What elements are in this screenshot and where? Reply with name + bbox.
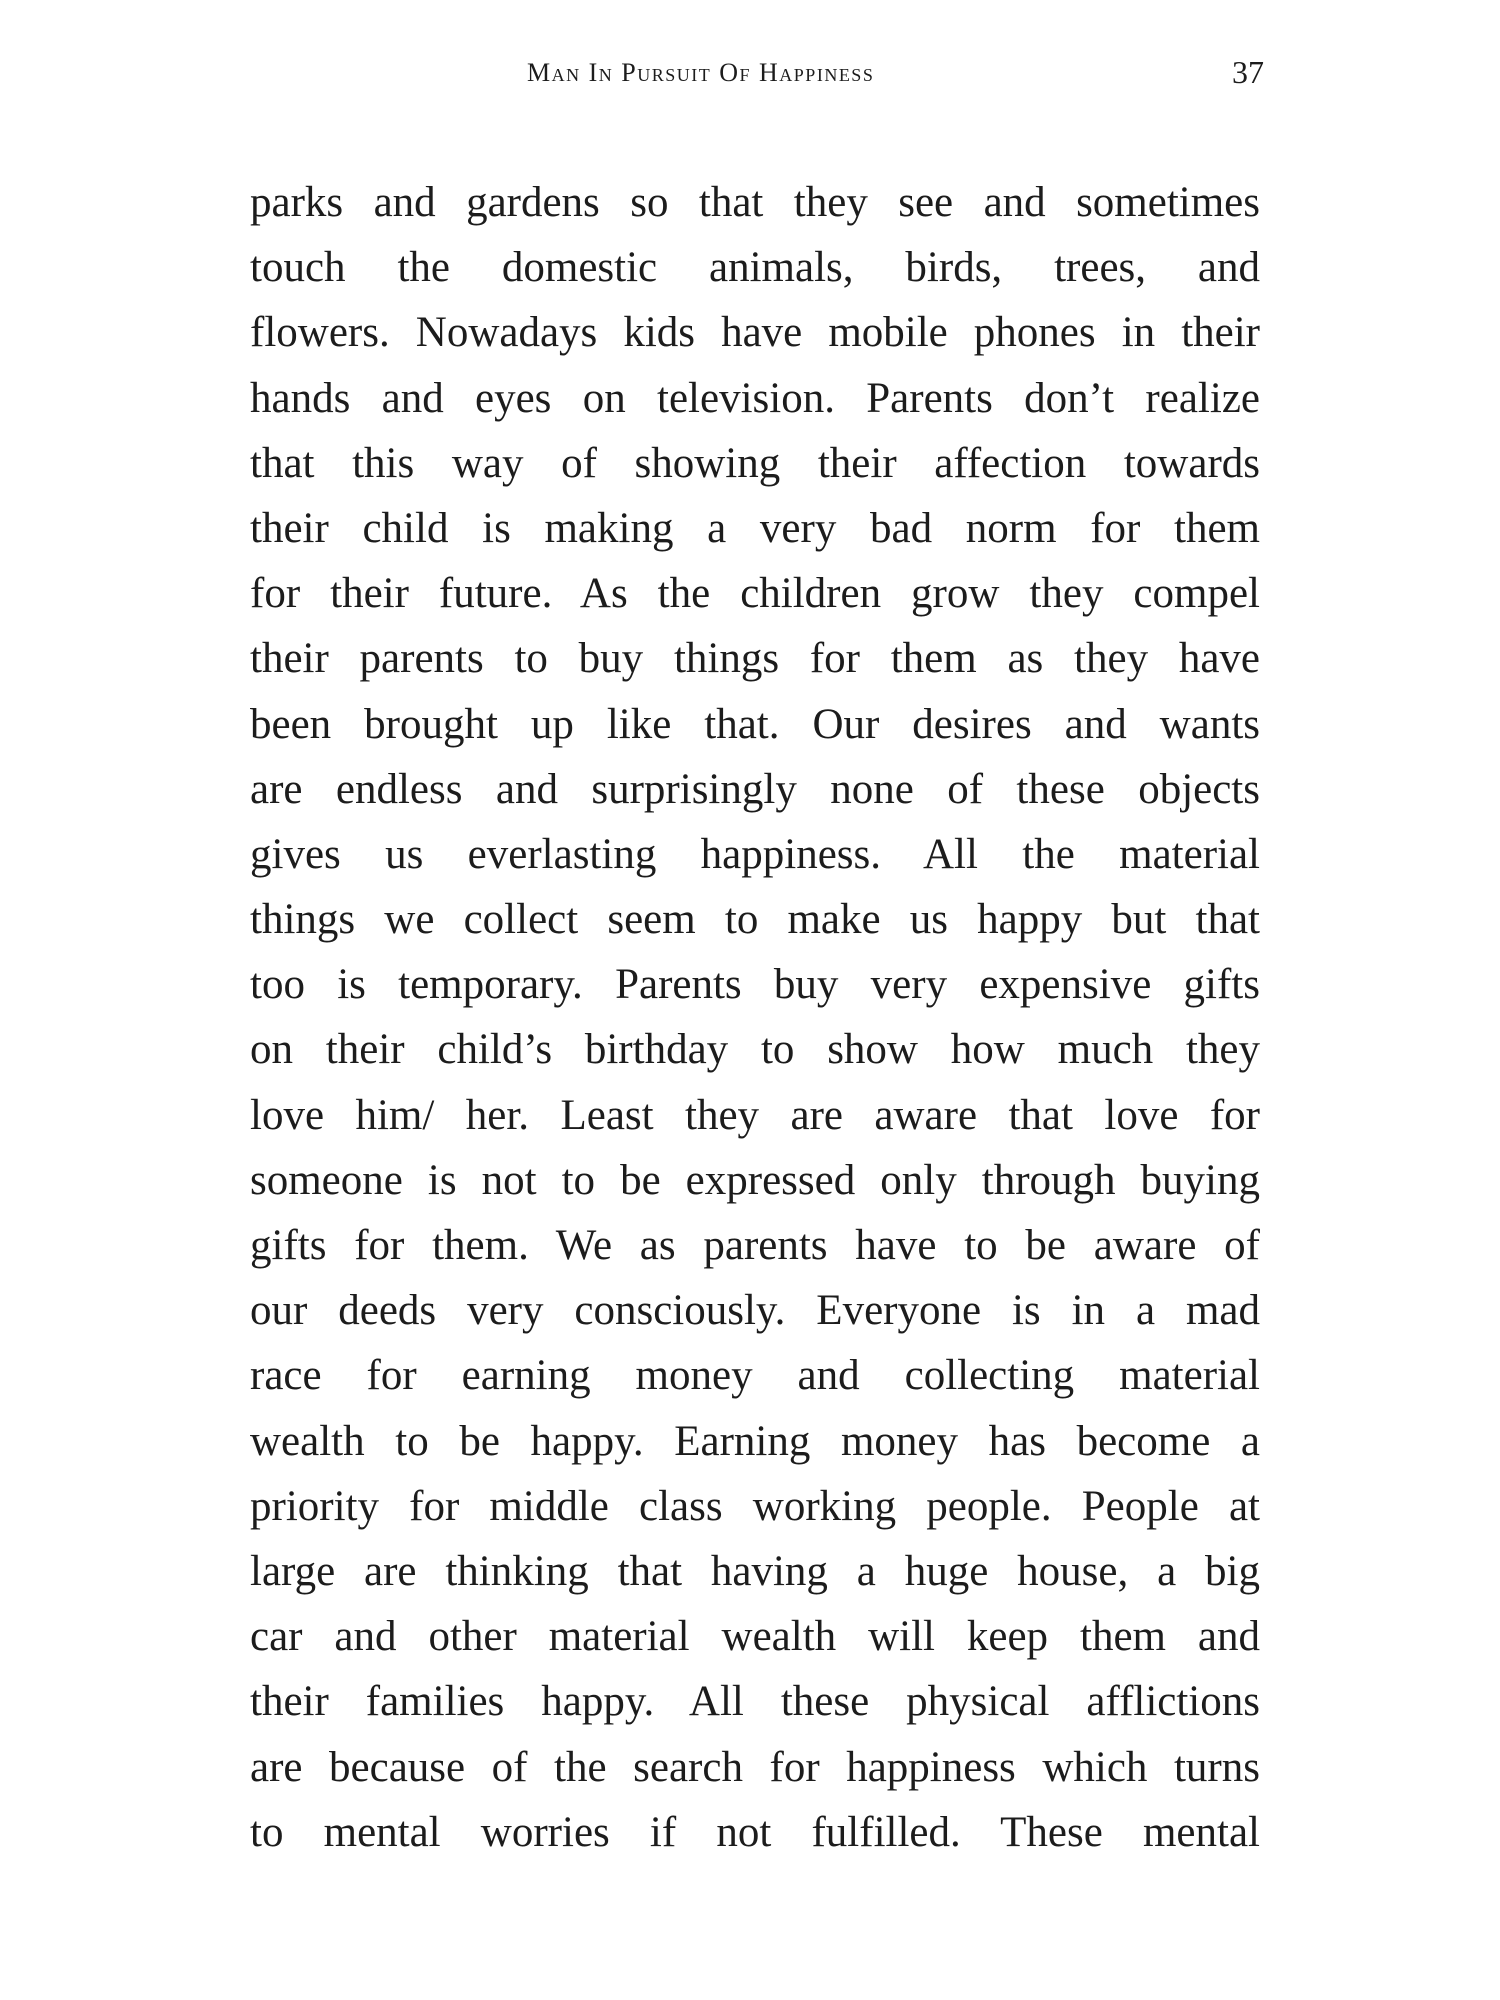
text-line: love him/ her. Least they are aware that love for <box>250 1091 1260 1139</box>
text-line: car and other material wealth will keep them and <box>250 1613 1260 1661</box>
text-line: large are thinking that having a huge house, a big <box>250 1547 1260 1595</box>
text-line: that this way of showing their affection towards <box>250 439 1260 487</box>
running-title: Man In Pursuit Of Happiness <box>527 58 875 87</box>
text-line: are endless and surprisingly none of these objects <box>250 765 1260 813</box>
text-line: hands and eyes on television. Parents don’t realize <box>250 374 1260 422</box>
text-line: flowers. Nowadays kids have mobile phones in their <box>250 309 1260 357</box>
text-line: touch the domestic animals, birds, trees, and <box>250 244 1260 292</box>
text-line: their families happy. All these physical afflictions <box>250 1678 1260 1726</box>
text-line: someone is not to be expressed only through buying <box>250 1156 1260 1204</box>
text-line: race for earning money and collecting material <box>250 1352 1260 1400</box>
text-line: gifts for them. We as parents have to be aware of <box>250 1222 1260 1269</box>
text-line: on their child’s birthday to show how much they <box>250 1026 1260 1074</box>
text-line: wealth to be happy. Earning money has become a <box>250 1417 1260 1465</box>
text-line: our deeds very consciously. Everyone is in a mad <box>250 1287 1260 1335</box>
text-line: gives us everlasting happiness. All the material <box>250 830 1260 878</box>
text-line: priority for middle class working people. People at <box>250 1482 1260 1530</box>
text-line: their parents to buy things for them as they have <box>250 635 1260 683</box>
text-line: things we collect seem to make us happy but that <box>250 896 1260 944</box>
page-number: 37 <box>1232 54 1264 90</box>
text-line: for their future. As the children grow they compel <box>250 570 1260 618</box>
text-line: parks and gardens so that they see and sometimes <box>250 179 1260 226</box>
body-text <box>250 170 1260 1865</box>
text-line: to mental worries if not fulfilled. These mental <box>250 1808 1260 1856</box>
text-line: are because of the search for happiness which turns <box>250 1743 1260 1791</box>
text-line: too is temporary. Parents buy very expensive gifts <box>250 961 1260 1009</box>
text-line: been brought up like that. Our desires and wants <box>250 700 1260 748</box>
running-header <box>0 50 1500 110</box>
text-line: their child is making a very bad norm for them <box>250 504 1260 552</box>
